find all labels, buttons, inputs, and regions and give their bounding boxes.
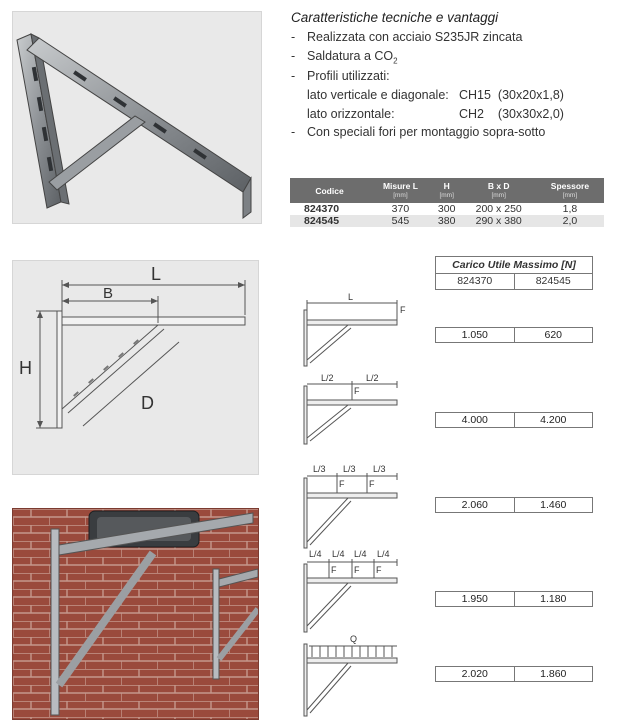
feature-item: - Con speciali fori per montaggio sopra-sotto <box>291 125 546 139</box>
bracket-photo-illustration <box>13 12 261 223</box>
svg-text:L: L <box>348 292 354 302</box>
profile-row: lato verticale e diagonale: <box>307 88 449 102</box>
product-photo <box>12 11 262 224</box>
load-table-header <box>435 256 593 290</box>
table-row: 824545 545 380 290 x 380 2,0 <box>290 215 604 227</box>
col-header: Spessore [mm] <box>536 178 604 203</box>
feature-item: - Profili utilizzati: <box>291 69 390 83</box>
feature-item: - Realizzata con acciaio S235JR zincata <box>291 30 523 44</box>
col-header: B x D [mm] <box>462 178 536 203</box>
svg-text:F: F <box>369 479 375 489</box>
load-case-end-diagram <box>296 290 416 370</box>
load-case-thirds-diagram <box>296 456 416 551</box>
svg-text:F: F <box>354 565 360 575</box>
svg-text:F: F <box>376 565 382 575</box>
load-value-row: 4.000 4.200 <box>435 412 593 428</box>
dimension-drawing <box>13 261 258 474</box>
svg-text:F: F <box>331 565 337 575</box>
svg-text:L/4: L/4 <box>309 549 322 559</box>
feature-item: - Saldatura a $CO_2$ <box>291 49 398 66</box>
svg-text:F: F <box>339 479 345 489</box>
load-value-row: 2.060 1.460 <box>435 497 593 513</box>
svg-text:L/3: L/3 <box>313 464 326 474</box>
brick-wall-illustration <box>13 509 258 719</box>
dim-label-H: H <box>19 358 32 378</box>
col-header: Codice <box>290 178 369 203</box>
load-code: 824370 <box>436 274 515 289</box>
svg-text:L/4: L/4 <box>354 549 367 559</box>
profile-code: CH2 (30x30x2,0) <box>459 107 564 121</box>
dimension-diagram <box>12 260 259 475</box>
load-case-half-diagram <box>296 368 416 448</box>
spec-table <box>290 178 604 227</box>
dim-label-L: L <box>151 264 162 284</box>
profile-code: CH15 (30x20x1,8) <box>459 88 564 102</box>
load-value-row: 1.050 620 <box>435 327 593 343</box>
load-table-title: Carico Utile Massimo [N] <box>436 257 592 274</box>
load-value-row: 1.950 1.180 <box>435 591 593 607</box>
col-header: H [mm] <box>432 178 462 203</box>
svg-text:F: F <box>400 305 406 315</box>
svg-text:L/3: L/3 <box>343 464 356 474</box>
dim-label-B: B <box>103 285 114 302</box>
svg-text:L/4: L/4 <box>377 549 390 559</box>
svg-text:L/4: L/4 <box>332 549 345 559</box>
features-title: Caratteristiche tecniche e vantaggi <box>291 10 499 25</box>
svg-text:L/2: L/2 <box>321 373 334 383</box>
table-row: 824370 370 300 200 x 250 1,8 <box>290 203 604 215</box>
profile-row: lato orizzontale: <box>307 107 395 121</box>
load-code: 824545 <box>535 275 571 287</box>
svg-text:L/3: L/3 <box>373 464 386 474</box>
svg-text:L/2: L/2 <box>366 373 379 383</box>
svg-text:F: F <box>354 386 360 396</box>
dim-label-D: D <box>141 393 154 413</box>
load-value-row: 2.020 1.860 <box>435 666 593 682</box>
col-header: Misure L [mm] <box>369 178 432 203</box>
installation-photo <box>12 508 259 720</box>
svg-text:Q: Q <box>350 634 358 644</box>
load-case-quarters-diagram <box>296 540 416 635</box>
load-case-distributed-diagram <box>296 630 416 720</box>
